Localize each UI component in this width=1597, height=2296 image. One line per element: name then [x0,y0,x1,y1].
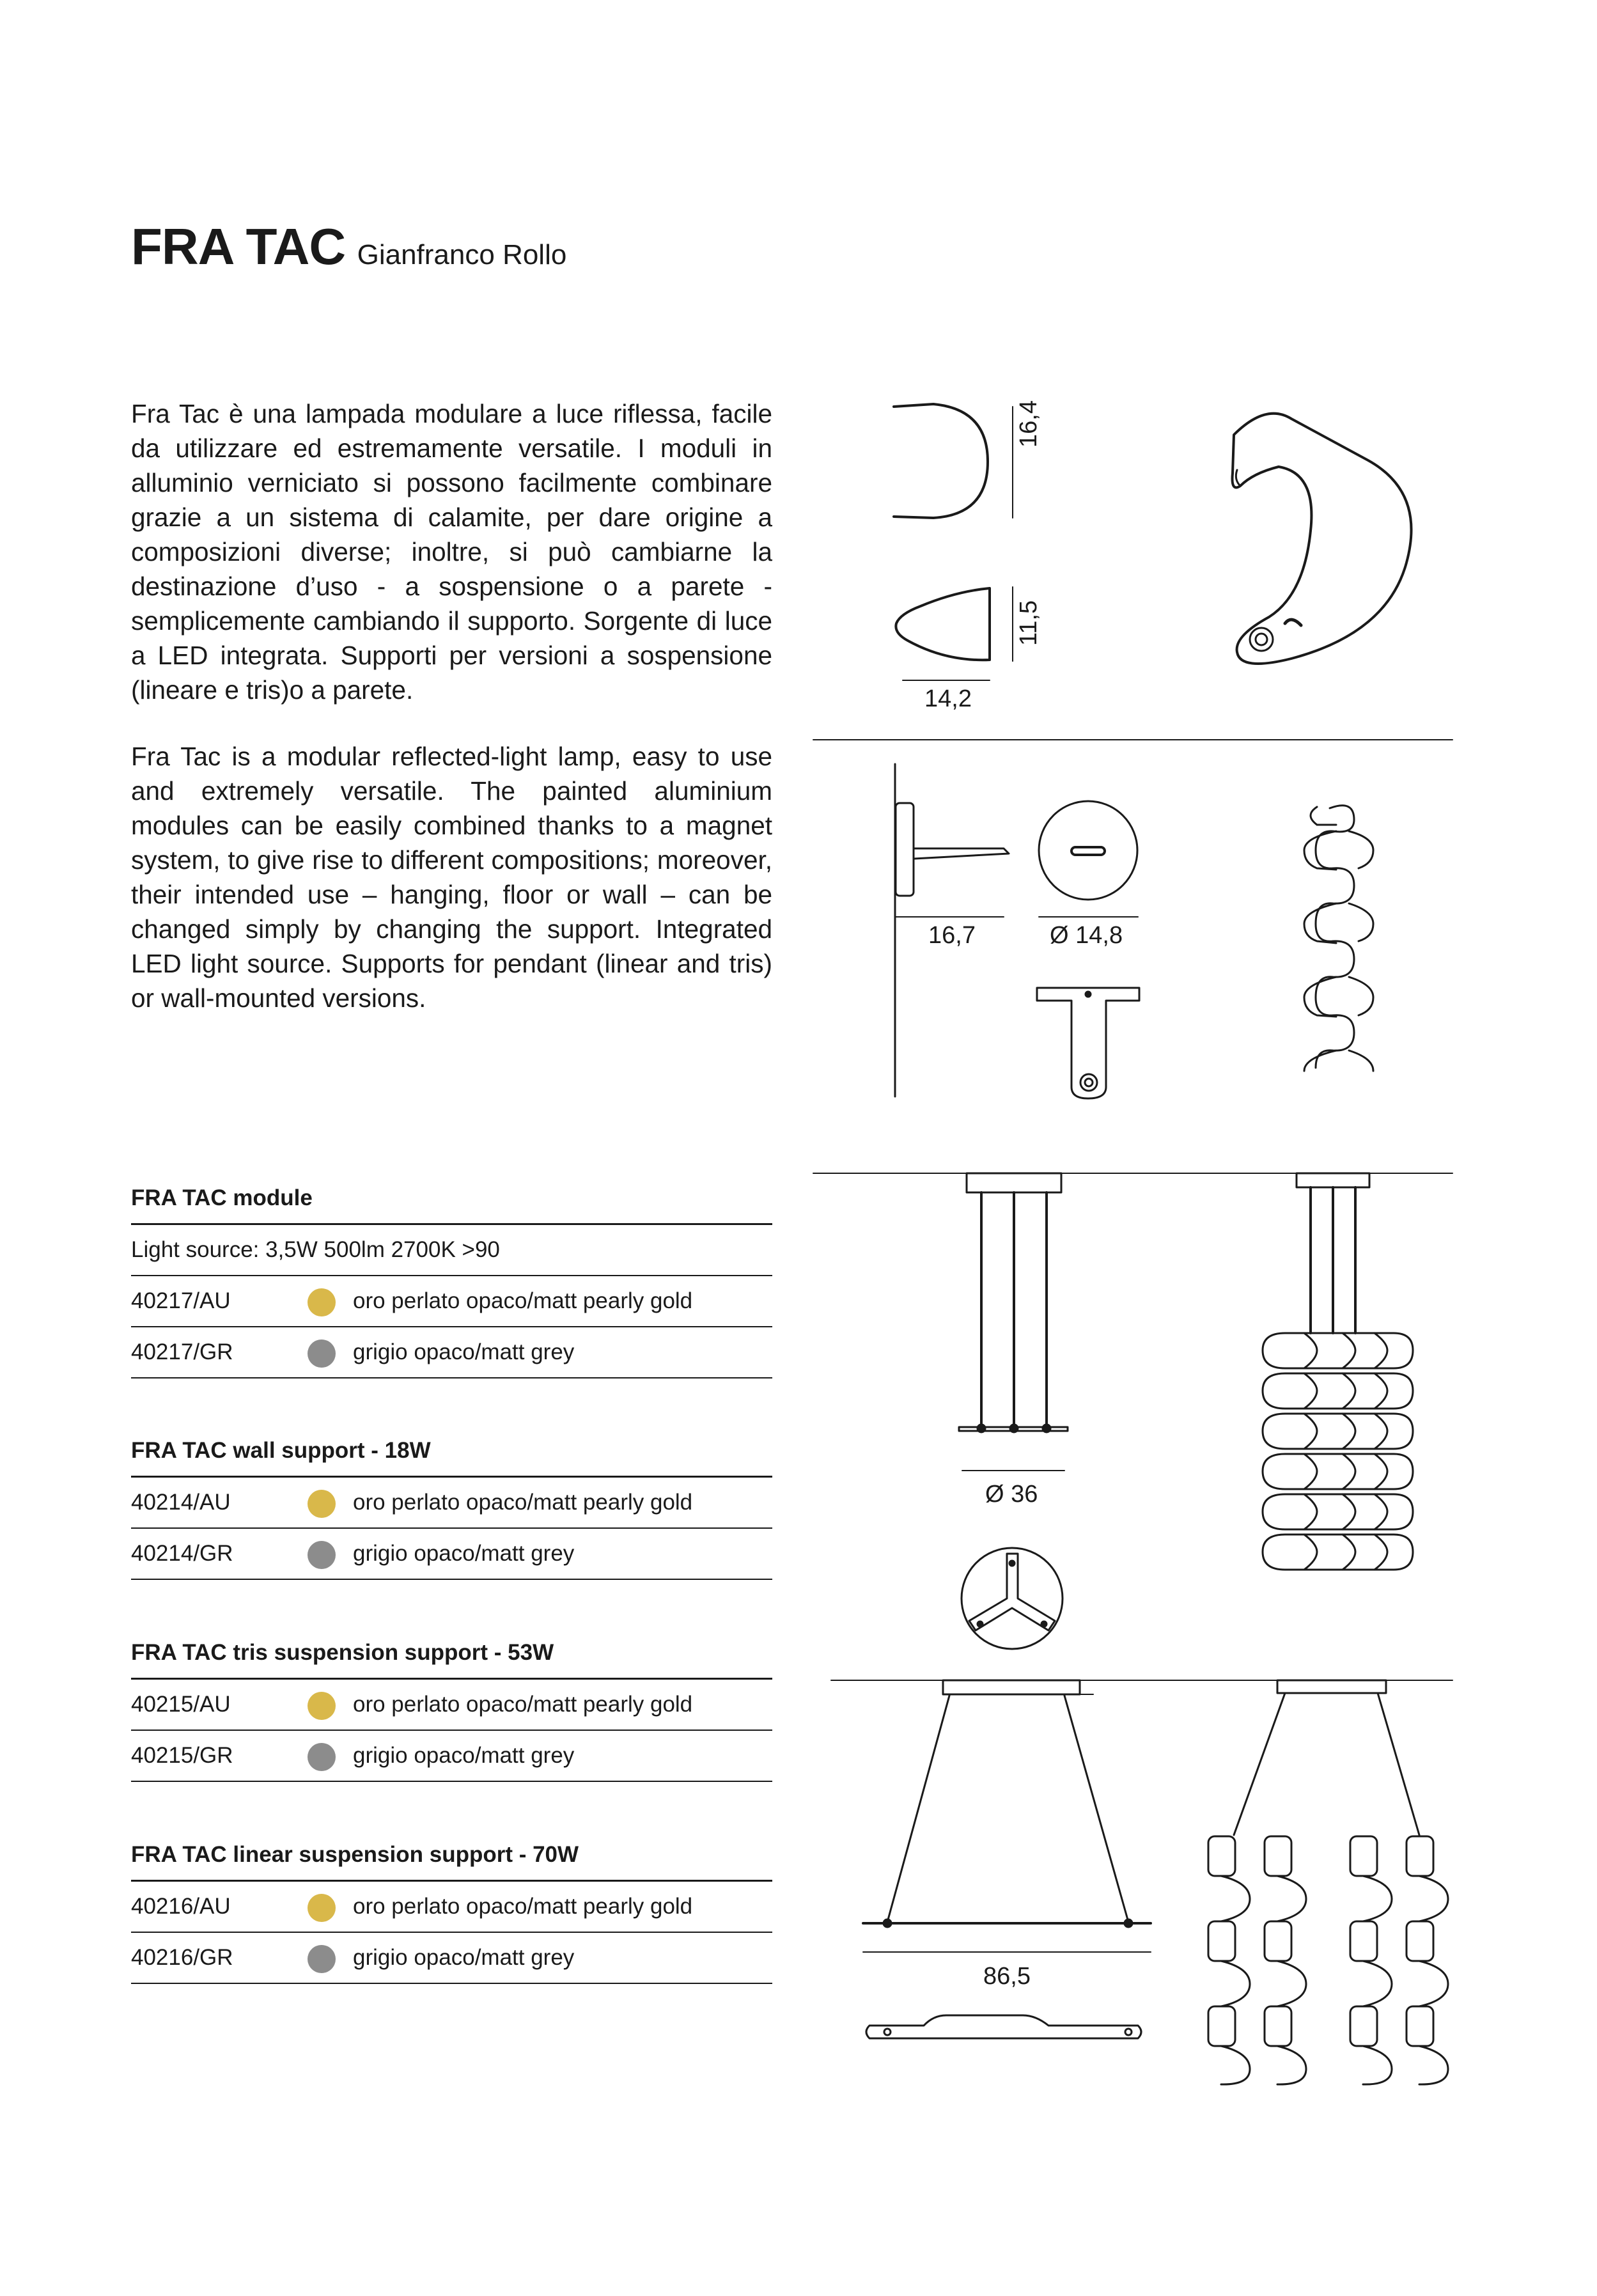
dim-module-depth: 11,5 [1015,600,1042,646]
wall-support-front-drawing [1037,801,1139,1098]
light-source-text: Light source: 3,5W 500lm 2700K >90 [131,1237,500,1262]
module-top-drawing [896,587,1013,680]
finish-label: oro perlato opaco/matt pearly gold [353,1288,693,1313]
product-code: 40216/AU [131,1894,231,1919]
tris-top-drawing [962,1548,1063,1649]
product-title: FRA TAC [131,218,346,275]
description-italian-text: Fra Tac è una lampada modulare a luce riflessa, facile da utilizzare ed estremamente versatile. I moduli in alluminio verniciato si possono facilmente combinare grazie a un sistema di calamite, per dare origine a composizioni diverse; inoltre, si può cambiarne la destinazione d’uso - a sospensione o a parete - semplicemente cambiando il supporto. Sorgente di luce a LED integrata. Supporti per versioni a sospensione (lineare e tris)o a parete. [131,399,772,705]
tris-composition-drawing [1263,1173,1413,1570]
product-code: 40214/GR [131,1541,233,1566]
tris-suspension-drawing [959,1173,1068,1471]
wall-composition-drawing [1304,806,1373,1071]
product-code: 40217/GR [131,1339,233,1364]
dim-module-width: 14,2 [924,685,972,712]
module-side-drawing [894,404,1013,518]
designer-name: Gianfranco Rollo [357,239,567,270]
dim-wall-diameter: Ø 14,8 [1050,922,1123,949]
finish-label: oro perlato opaco/matt pearly gold [353,1692,693,1717]
module-perspective-drawing [1233,414,1412,664]
dim-tris-diameter: Ø 36 [985,1481,1038,1508]
finish-label: grigio opaco/matt grey [353,1945,575,1970]
spec-title: FRA TAC wall support - 18W [131,1426,772,1478]
product-code: 40214/AU [131,1490,231,1515]
finish-label: oro perlato opaco/matt pearly gold [353,1894,693,1919]
description-english-text: Fra Tac is a modular reflected-light lamp, easy to use and extremely versatile. The painted aluminium modules can be easily combined thanks to a magnet system, to give rise to different compositions; moreover, their intended use – hanging, floor or wall – can be changed simply by changing the support. Integrated LED light source. Supports for pendant (linear and tris) or wall-mounted versions. [131,742,772,1013]
finish-label: grigio opaco/matt grey [353,1339,575,1364]
spec-title: FRA TAC tris suspension support - 53W [131,1628,772,1680]
dim-module-height: 16,4 [1015,400,1042,448]
product-code: 40215/GR [131,1743,233,1768]
finish-label: grigio opaco/matt grey [353,1743,575,1768]
spec-title: FRA TAC linear suspension support - 70W [131,1830,772,1882]
product-code: 40217/AU [131,1288,231,1313]
spec-title: FRA TAC module [131,1173,772,1225]
finish-label: grigio opaco/matt grey [353,1541,575,1566]
linear-composition-drawing [1208,1680,1448,2084]
dim-wall-depth: 16,7 [928,922,976,949]
dim-linear-length: 86,5 [983,1963,1031,1990]
finish-label: oro perlato opaco/matt pearly gold [353,1490,693,1515]
product-code: 40216/GR [131,1945,233,1970]
product-code: 40215/AU [131,1692,231,1717]
